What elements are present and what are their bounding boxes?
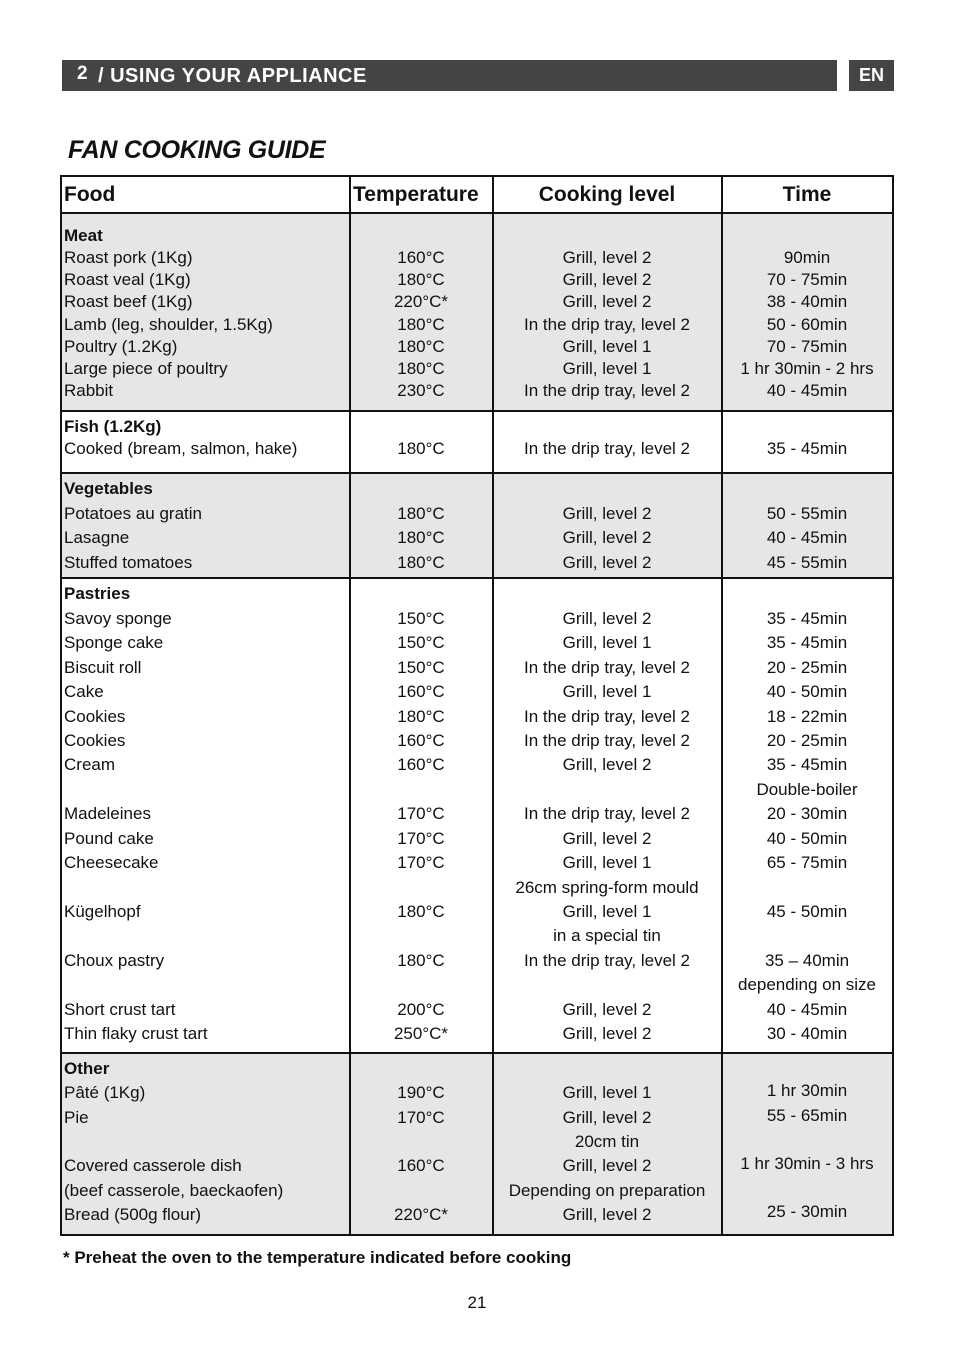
section-number: 2 [77, 63, 88, 84]
time-cell: 65 - 75min [766, 853, 848, 872]
time-cell: 35 - 45min [766, 755, 848, 774]
food-cell: Cooked (bream, salmon, hake) [64, 439, 298, 458]
food-cell: Poultry (1.2Kg) [64, 337, 178, 356]
cooking-level-cell: Grill, level 2 [562, 1024, 652, 1043]
table-section [62, 1054, 892, 1234]
column-header-time: Time [782, 183, 832, 206]
time-cell: 55 - 65min [766, 1106, 848, 1125]
cooking-level-cell: Grill, level 2 [562, 504, 652, 523]
time-cell: 25 - 30min [766, 1202, 848, 1221]
temperature-cell: 180°C [397, 951, 445, 970]
temperature-cell: 150°C [397, 633, 445, 652]
food-cell: Cookies [64, 731, 126, 750]
time-cell: 90min [783, 248, 831, 267]
time-cell: 20 - 25min [766, 731, 848, 750]
cooking-level-cell: Grill, level 2 [562, 829, 652, 848]
temperature-cell: 150°C [397, 658, 445, 677]
cooking-level-cell: In the drip tray, level 2 [524, 315, 690, 334]
temperature-cell: 170°C [397, 1108, 445, 1127]
temperature-cell: 180°C [397, 902, 445, 921]
food-cell: Roast pork (1Kg) [64, 248, 193, 267]
temperature-cell: 180°C [397, 707, 445, 726]
food-cell: Large piece of poultry [64, 359, 228, 378]
cooking-level-cell: Grill, level 2 [562, 292, 652, 311]
cooking-level-cell: In the drip tray, level 2 [524, 707, 690, 726]
cooking-level-cell: Grill, level 1 [562, 1083, 652, 1102]
column-divider [721, 177, 723, 1234]
food-cell: Madeleines [64, 804, 151, 823]
column-divider [349, 177, 351, 1234]
time-cell: 38 - 40min [766, 292, 848, 311]
food-cell: Pâté (1Kg) [64, 1083, 146, 1102]
temperature-cell: 160°C [397, 755, 445, 774]
temperature-cell: 170°C [397, 829, 445, 848]
page-title: FAN COOKING GUIDE [68, 136, 326, 164]
cooking-level-cell: Grill, level 1 [562, 633, 652, 652]
temperature-cell: 180°C [397, 528, 445, 547]
page-number: 21 [467, 1293, 487, 1312]
column-header-temperature: Temperature [353, 183, 479, 206]
temperature-cell: 230°C [397, 381, 445, 400]
food-cell: Savoy sponge [64, 609, 172, 628]
time-cell: 35 - 45min [766, 609, 848, 628]
column-header-food: Food [64, 183, 116, 206]
cooking-level-cell: In the drip tray, level 2 [524, 804, 690, 823]
section-header-bar [62, 60, 837, 91]
temperature-cell: 180°C [397, 439, 445, 458]
temperature-cell: 160°C [397, 731, 445, 750]
cooking-level-cell: Grill, level 2 [562, 248, 652, 267]
temperature-cell: 170°C [397, 804, 445, 823]
temperature-cell: 160°C [397, 1156, 445, 1175]
time-cell: 40 - 50min [766, 829, 848, 848]
food-cell: Pie [64, 1108, 89, 1127]
time-cell: 45 - 50min [766, 902, 848, 921]
cooking-level-cell: In the drip tray, level 2 [524, 381, 690, 400]
food-cell: Lamb (leg, shoulder, 1.5Kg) [64, 315, 273, 334]
cooking-level-cell: In the drip tray, level 2 [524, 951, 690, 970]
time-cell: 45 - 55min [766, 553, 848, 572]
time-cell: depending on size [737, 975, 876, 994]
time-cell: 35 – 40min [764, 951, 850, 970]
section-title-cell: Vegetables [64, 479, 153, 498]
food-cell: Covered casserole dish [64, 1156, 242, 1175]
food-cell: Potatoes au gratin [64, 504, 202, 523]
language-badge: EN [849, 60, 894, 91]
cooking-level-cell: Grill, level 1 [562, 682, 652, 701]
time-cell: 1 hr 30min [766, 1081, 848, 1100]
time-cell: 35 - 45min [766, 633, 848, 652]
cooking-level-cell: Grill, level 2 [562, 1108, 652, 1127]
temperature-cell: 180°C [397, 359, 445, 378]
temperature-cell: 190°C [397, 1083, 445, 1102]
time-cell: 70 - 75min [766, 270, 848, 289]
time-cell: 30 - 40min [766, 1024, 848, 1043]
temperature-cell: 180°C [397, 504, 445, 523]
food-cell: Thin flaky crust tart [64, 1024, 208, 1043]
time-cell: 40 - 50min [766, 682, 848, 701]
cooking-level-cell: Grill, level 2 [562, 1000, 652, 1019]
table-section [62, 579, 892, 1054]
food-cell: Roast veal (1Kg) [64, 270, 191, 289]
cooking-level-cell: In the drip tray, level 2 [524, 439, 690, 458]
footnote: * Preheat the oven to the temperature indicated before cooking [63, 1248, 572, 1267]
section-title-cell: Fish (1.2Kg) [64, 417, 162, 436]
cooking-level-cell: Grill, level 2 [562, 528, 652, 547]
time-cell: 1 hr 30min - 3 hrs [740, 1154, 874, 1173]
food-cell: Roast beef (1Kg) [64, 292, 193, 311]
time-cell: 18 - 22min [766, 707, 848, 726]
temperature-cell: 180°C [397, 315, 445, 334]
cooking-level-cell: Grill, level 2 [562, 755, 652, 774]
temperature-cell: 160°C [397, 682, 445, 701]
food-cell: Choux pastry [64, 951, 165, 970]
cooking-level-cell: Grill, level 2 [562, 270, 652, 289]
food-cell: Cheesecake [64, 853, 159, 872]
food-cell: Bread (500g flour) [64, 1205, 202, 1224]
cooking-level-cell: Grill, level 1 [562, 902, 652, 921]
time-cell: 40 - 45min [766, 381, 848, 400]
food-cell: Rabbit [64, 381, 114, 400]
food-cell: Sponge cake [64, 633, 164, 652]
section-title-cell: Meat [64, 226, 103, 245]
table-header-row [62, 177, 892, 214]
column-header-cooking-level: Cooking level [538, 183, 676, 206]
cooking-level-cell: Grill, level 2 [562, 1205, 652, 1224]
temperature-cell: 180°C [397, 337, 445, 356]
temperature-cell: 150°C [397, 609, 445, 628]
time-cell: 1 hr 30min - 2 hrs [740, 359, 874, 378]
cooking-level-cell: in a special tin [553, 926, 661, 945]
time-cell: 20 - 25min [766, 658, 848, 677]
time-cell: 70 - 75min [766, 337, 848, 356]
cooking-level-cell: Grill, level 1 [562, 337, 652, 356]
time-cell: 20 - 30min [766, 804, 848, 823]
table-section [62, 474, 892, 579]
cooking-level-cell: Grill, level 2 [562, 553, 652, 572]
food-cell: Short crust tart [64, 1000, 176, 1019]
cooking-level-cell: Grill, level 1 [562, 853, 652, 872]
cooking-level-cell: Grill, level 2 [562, 1156, 652, 1175]
food-cell: (beef casserole, baeckaofen) [64, 1181, 284, 1200]
cooking-level-cell: 20cm tin [574, 1132, 640, 1151]
section-title: / USING YOUR APPLIANCE [98, 65, 367, 87]
section-title-cell: Pastries [64, 584, 131, 603]
food-cell: Biscuit roll [64, 658, 142, 677]
time-cell: 40 - 45min [766, 528, 848, 547]
time-cell: 50 - 55min [766, 504, 848, 523]
temperature-cell: 180°C [397, 270, 445, 289]
table-section [62, 412, 892, 474]
food-cell: Cream [64, 755, 116, 774]
cooking-level-cell: Grill, level 1 [562, 359, 652, 378]
section-title-cell: Other [64, 1059, 110, 1078]
temperature-cell: 170°C [397, 853, 445, 872]
time-cell: Double-boiler [756, 780, 858, 799]
food-cell: Lasagne [64, 528, 130, 547]
table-section [62, 214, 892, 412]
cooking-level-cell: Grill, level 2 [562, 609, 652, 628]
temperature-cell: 160°C [397, 248, 445, 267]
time-cell: 40 - 45min [766, 1000, 848, 1019]
temperature-cell: 220°C* [393, 1205, 449, 1224]
time-cell: 35 - 45min [766, 439, 848, 458]
temperature-cell: 180°C [397, 553, 445, 572]
column-divider [492, 177, 494, 1234]
time-cell: 50 - 60min [766, 315, 848, 334]
temperature-cell: 220°C* [393, 292, 449, 311]
food-cell: Kügelhopf [64, 902, 141, 921]
cooking-level-cell: Depending on preparation [508, 1181, 706, 1200]
food-cell: Cookies [64, 707, 126, 726]
temperature-cell: 200°C [397, 1000, 445, 1019]
cooking-guide-table [60, 175, 894, 1236]
food-cell: Pound cake [64, 829, 154, 848]
cooking-level-cell: In the drip tray, level 2 [524, 658, 690, 677]
cooking-level-cell: In the drip tray, level 2 [524, 731, 690, 750]
food-cell: Cake [64, 682, 104, 701]
food-cell: Stuffed tomatoes [64, 553, 193, 572]
cooking-level-cell: 26cm spring-form mould [515, 878, 699, 897]
temperature-cell: 250°C* [393, 1024, 449, 1043]
